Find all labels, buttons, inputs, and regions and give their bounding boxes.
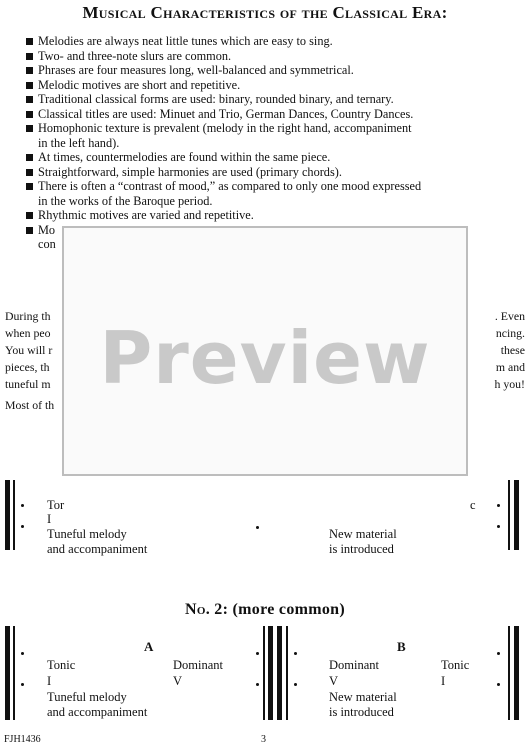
section-b-key: Tonic (441, 658, 470, 672)
section-a-numeral: I (47, 512, 52, 526)
section-b-key: Dominant (329, 658, 379, 672)
bullet-square-icon (26, 82, 33, 89)
bullet-square-icon (26, 96, 33, 103)
body-paragraph-2: Most of th (5, 398, 55, 412)
repeat-dot (256, 526, 259, 529)
paragraph-fragment-left: tuneful m (5, 377, 51, 391)
catalog-code: FJH1436 (4, 734, 41, 745)
section-a-numeral: V (173, 674, 183, 688)
form-subtitle: (more common) (232, 601, 346, 618)
repeat-barline-thick (514, 626, 519, 720)
repeat-barline-thin (508, 480, 510, 550)
bullet-square-icon (26, 111, 33, 118)
list-item-continuation: in the left hand). (38, 135, 120, 150)
repeat-dot (21, 652, 24, 655)
paragraph-fragment-right: ncing. (495, 326, 525, 340)
list-item: Rhythmic motives are varied and repetitive. (24, 208, 514, 223)
section-a-desc: Tuneful melody (47, 690, 127, 704)
section-b-desc: is introduced (329, 705, 394, 719)
section-b-letter: B (397, 639, 406, 654)
repeat-dot (21, 504, 24, 507)
list-item: Mo (24, 223, 514, 238)
list-item-continuation: in the works of the Baroque period. (38, 193, 213, 208)
form-2-heading (0, 601, 530, 619)
list-item-continuation: con (38, 237, 56, 251)
list-item: Two- and three-note slurs are common. (24, 49, 514, 64)
list-item: Melodic motives are short and repetitive. (24, 78, 514, 93)
section-a-key: Tor (47, 498, 65, 512)
paragraph-fragment-right: m and (495, 360, 525, 374)
repeat-dot (21, 683, 24, 686)
bullet-square-icon (26, 154, 33, 161)
paragraph-fragment-left: During th (5, 309, 51, 323)
section-b-desc: New material (329, 527, 397, 541)
list-item: Classical titles are used: Minuet and Trio, German Dances, Country Dances. (24, 107, 514, 122)
paragraph-fragment-left: when peo (5, 326, 51, 340)
paragraph-fragment-left: pieces, th (5, 360, 50, 374)
repeat-dot (294, 652, 297, 655)
repeat-dot (497, 652, 500, 655)
section-a-desc: and accompaniment (47, 705, 148, 719)
preview-watermark (62, 226, 468, 476)
list-item: Homophonic texture is prevalent (melody in the right hand, accompaniment (24, 121, 514, 136)
page-number: 3 (261, 734, 266, 745)
list-item: At times, countermelodies are found within the same piece. (24, 150, 514, 165)
bullet-square-icon (26, 53, 33, 60)
repeat-barline-thin (286, 626, 288, 720)
list-item: Phrases are four measures long, well-balanced and symmetrical. (24, 63, 514, 78)
section-a-letter: A (144, 639, 154, 654)
repeat-dot (497, 683, 500, 686)
repeat-barline-thick (514, 480, 519, 550)
section-a-desc: and accompaniment (47, 542, 148, 556)
section-b-desc: New material (329, 690, 397, 704)
section-a-numeral: I (47, 674, 52, 688)
list-item: Traditional classical forms are used: binary, rounded binary, and ternary. (24, 92, 514, 107)
section-b-numeral: I (441, 674, 446, 688)
paragraph-fragment-left: You will r (5, 343, 53, 357)
repeat-dot (497, 504, 500, 507)
repeat-barline-thin (13, 626, 15, 720)
list-item: There is often a “contrast of mood,” as compared to only one mood expressed (24, 179, 514, 194)
repeat-barline-thin (263, 626, 265, 720)
repeat-dot (497, 525, 500, 528)
repeat-barline-thick (268, 626, 273, 720)
page-title: Musical Characteristics of the Classical Era: (82, 3, 448, 22)
section-a-key: Dominant (173, 658, 223, 672)
bullet-square-icon (26, 169, 33, 176)
characteristics-list (24, 34, 514, 252)
section-b-key: c (470, 498, 476, 512)
repeat-dot (21, 525, 24, 528)
repeat-barline-thick (5, 626, 10, 720)
bullet-square-icon (26, 67, 33, 74)
bullet-square-icon (26, 125, 33, 132)
list-item: Straightforward, simple harmonies are used (primary chords). (24, 165, 514, 180)
section-b-numeral: V (329, 674, 339, 688)
bullet-square-icon (26, 183, 33, 190)
section-a-desc: Tuneful melody (47, 527, 127, 541)
preview-watermark-text: Preview (99, 316, 431, 400)
repeat-barline-thick (277, 626, 282, 720)
repeat-dot (256, 683, 259, 686)
repeat-barline-thin (508, 626, 510, 720)
repeat-barline-thin (13, 480, 15, 550)
list-item: Melodies are always neat little tunes which are easy to sing. (24, 34, 514, 49)
bullet-square-icon (26, 227, 33, 234)
form-number: No. 2: (184, 601, 229, 618)
paragraph-fragment-right: h you! (494, 377, 525, 391)
repeat-barline-thick (5, 480, 10, 550)
paragraph-fragment-right: these (500, 343, 525, 357)
paragraph-fragment-right: . Even (494, 309, 525, 323)
bullet-square-icon (26, 38, 33, 45)
repeat-dot (256, 652, 259, 655)
repeat-dot (294, 683, 297, 686)
bullet-square-icon (26, 212, 33, 219)
section-b-desc: is introduced (329, 542, 394, 556)
section-a-key: Tonic (47, 658, 76, 672)
